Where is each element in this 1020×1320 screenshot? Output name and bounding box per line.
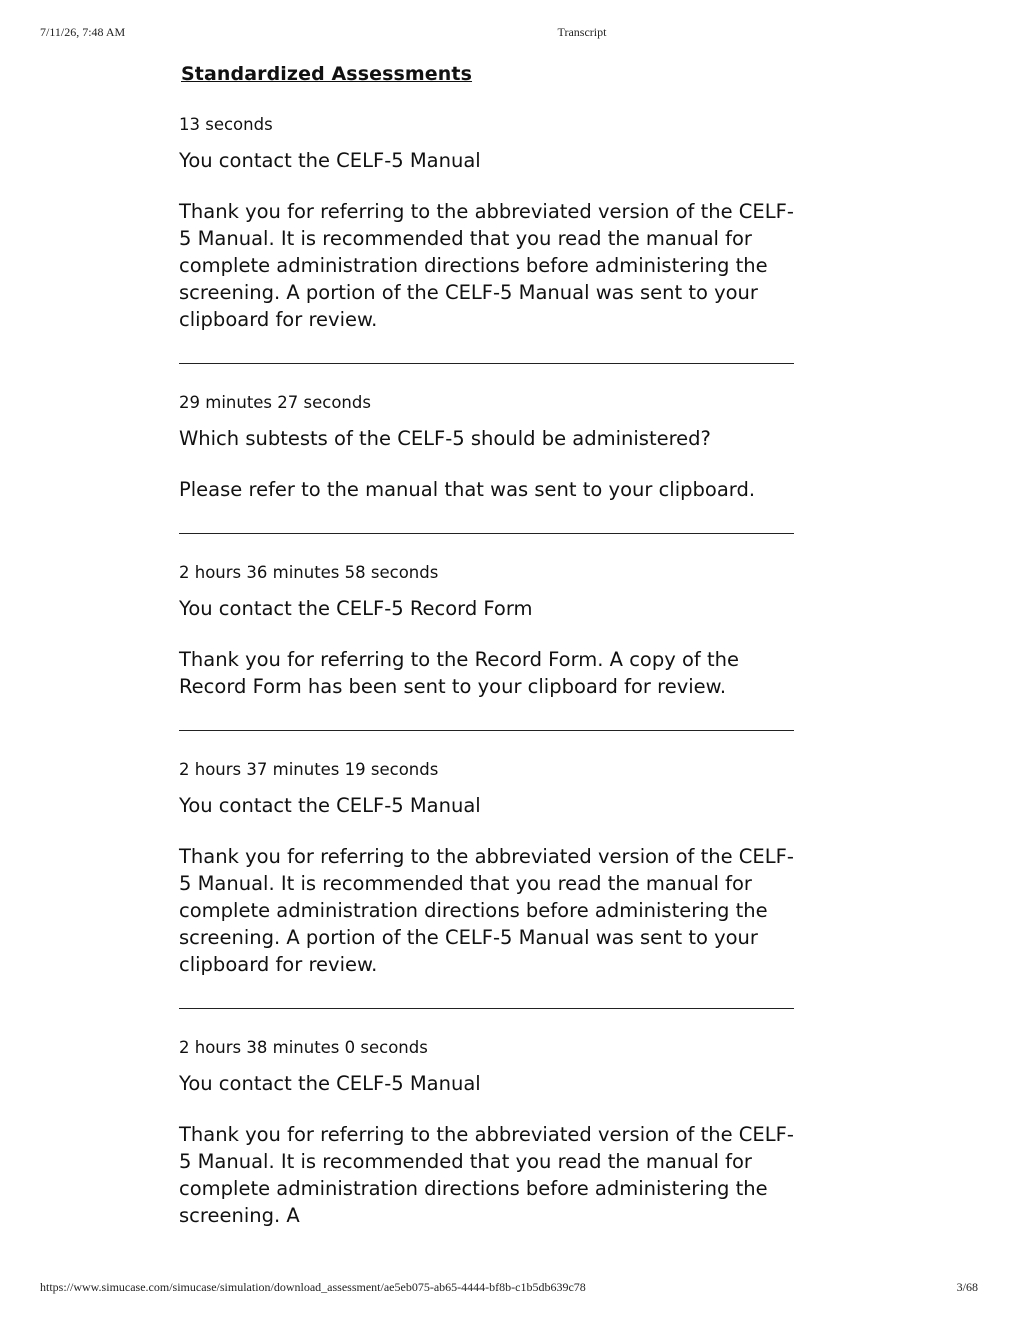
entry-response: Thank you for referring to the abbreviated version of the CELF-5 Manual. It is recommended that you read the manual for complete administration directions before administering the screening. A — [179, 1123, 794, 1227]
entry-prompt: You contact the CELF-5 Manual — [179, 1072, 481, 1095]
transcript-entry — [179, 534, 794, 731]
print-header — [0, 25, 1020, 41]
print-date: 7/11/26, 7:48 AM — [40, 25, 126, 39]
print-footer — [0, 1280, 1020, 1296]
entry-response: Thank you for referring to the abbreviated version of the CELF-5 Manual. It is recommended that you read the manual for complete administration directions before administering the screening. A portion of the CELF-5 Manual was sent to your clipboard for review. — [179, 845, 794, 976]
entry-response: Thank you for referring to the abbreviated version of the CELF-5 Manual. It is recommended that you read the manual for complete administration directions before administering the screening. A portion of the CELF-5 Manual was sent to your clipboard for review. — [179, 200, 794, 331]
entry-prompt: Which subtests of the CELF-5 should be administered? — [179, 427, 711, 450]
transcript-entry — [179, 364, 794, 534]
entry-timestamp: 2 hours 36 minutes 58 seconds — [179, 563, 439, 582]
print-url: https://www.simucase.com/simucase/simulation/download_assessment/ae5eb075-ab65-4444-bf8b-c1b5db639c78 — [40, 1280, 586, 1294]
transcript-entry — [179, 731, 794, 1009]
entry-response: Thank you for referring to the Record Form. A copy of the Record Form has been sent to your clipboard for review. — [179, 648, 739, 698]
entry-timestamp: 13 seconds — [179, 115, 273, 134]
entry-prompt: You contact the CELF-5 Manual — [179, 794, 481, 817]
entry-timestamp: 2 hours 37 minutes 19 seconds — [179, 760, 439, 779]
entry-response: Please refer to the manual that was sent to your clipboard. — [179, 478, 756, 501]
entry-timestamp: 29 minutes 27 seconds — [179, 393, 371, 412]
entry-timestamp: 2 hours 38 minutes 0 seconds — [179, 1038, 428, 1057]
transcript-entry — [179, 88, 794, 364]
transcript-content — [179, 60, 794, 1229]
transcript-entry — [179, 1009, 794, 1229]
entry-prompt: You contact the CELF-5 Record Form — [179, 597, 533, 620]
entry-prompt: You contact the CELF-5 Manual — [179, 149, 481, 172]
print-title: Transcript — [557, 25, 607, 39]
page-number: 3/68 — [956, 1280, 978, 1294]
section-title: Standardized Assessments — [181, 63, 473, 85]
